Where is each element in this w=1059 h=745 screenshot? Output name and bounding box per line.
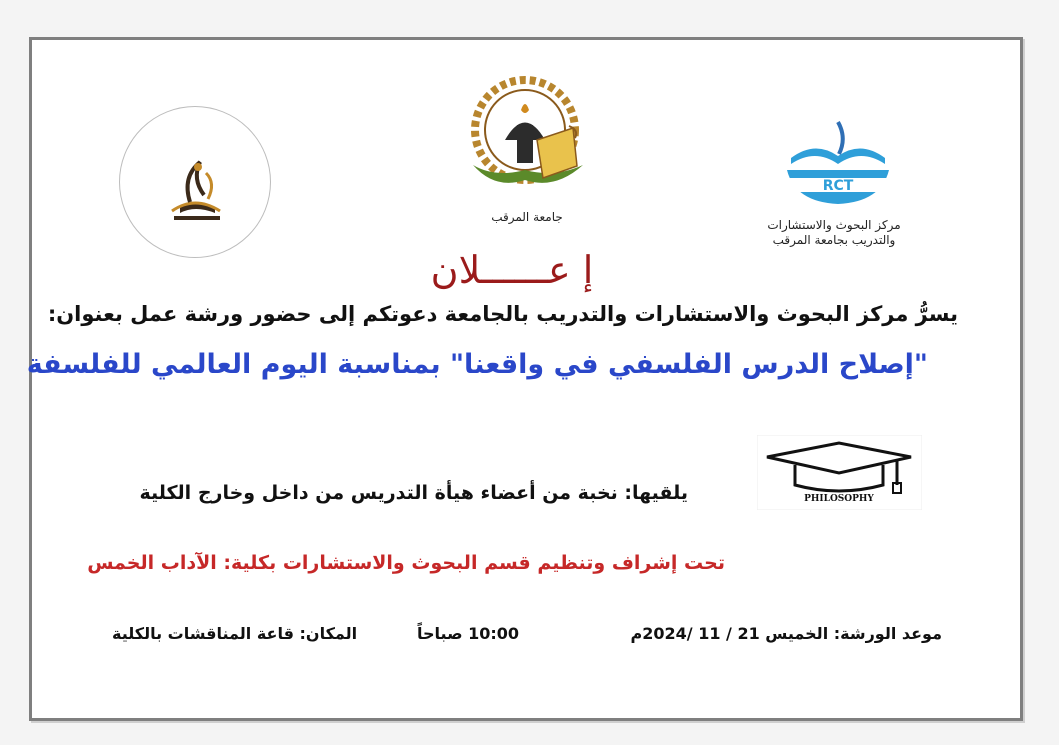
workshop-place: المكان: قاعة المناقشات بالكلية bbox=[112, 624, 358, 643]
center-caption-line2: والتدريب بجامعة المرقب bbox=[772, 233, 896, 247]
faculty-arts-logo-icon bbox=[120, 107, 270, 257]
invitation-text: يسرُّ مركز البحوث والاستشارات والتدريب بالجامعة دعوتكم إلى حضور ورشة عمل بعنوان: bbox=[47, 302, 958, 326]
speakers-text: يلقيها: نخبة من أعضاء هيأة التدريس من داخل وخارج الكلية bbox=[139, 482, 688, 504]
rct-mark-text: RCT bbox=[822, 178, 854, 194]
faculty-logo bbox=[119, 106, 271, 258]
rct-logo-icon bbox=[777, 118, 899, 208]
center-caption-line1: مركز البحوث والاستشارات bbox=[767, 218, 901, 232]
announcement-heading: إ عــــــلان bbox=[430, 248, 594, 292]
announcement-frame bbox=[26, 37, 1023, 721]
university-caption: جامعة المرقب bbox=[491, 210, 563, 224]
workshop-date: موعد الورشة: الخميس 21 / 11 /2024م bbox=[630, 624, 942, 643]
philosophy-label: PHILOSOPHY bbox=[804, 494, 874, 504]
university-logo-icon bbox=[465, 70, 591, 200]
center-caption bbox=[744, 218, 924, 248]
supervision-text: تحت إشراف وتنظيم قسم البحوث والاستشارات بكلية: الآداب الخمس bbox=[87, 552, 725, 574]
workshop-time: 10:00 صباحاً bbox=[417, 624, 520, 643]
workshop-title: "إصلاح الدرس الفلسفي في واقعنا" بمناسبة اليوم العالمي للفلسفة bbox=[26, 349, 928, 380]
philosophy-graphic bbox=[757, 435, 922, 510]
